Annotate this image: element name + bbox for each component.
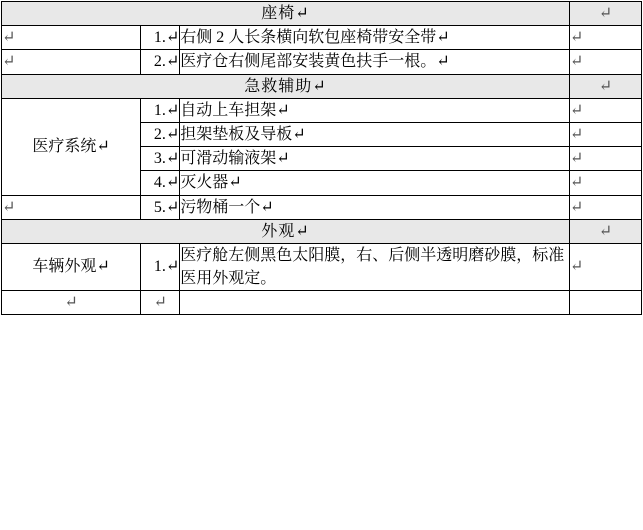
section-header-row-emergency [2, 74, 642, 98]
row-number: 1.↵ [141, 26, 180, 50]
row-number: 2.↵ [141, 50, 180, 74]
row-number: 1.↵ [141, 243, 180, 290]
row-end-mark: ↵ [569, 147, 641, 171]
row-end-mark: ↵ [569, 98, 641, 122]
table-row-footer [2, 291, 642, 315]
section-header-mark-emergency: ↵ [569, 74, 641, 98]
table-row [2, 98, 642, 122]
section-header-mark-appearance: ↵ [569, 219, 641, 243]
row-end-mark: ↵ [569, 26, 641, 50]
section-header-mark-seating: ↵ [569, 2, 641, 26]
table-row [2, 243, 642, 290]
row-end-mark: ↵ [569, 243, 641, 290]
row-end-mark: ↵ [569, 122, 641, 146]
table-row [2, 26, 642, 50]
footer-end-mark [569, 291, 641, 315]
specification-table [1, 1, 642, 315]
footer-label-mark: ↵ [2, 291, 141, 315]
row-number: 4.↵ [141, 171, 180, 195]
section-header-row-seating [2, 2, 642, 26]
row-text: 自动上车担架↵ [180, 98, 570, 122]
row-text: 医疗仓右侧尾部安装黄色扶手一根。↵ [180, 50, 570, 74]
row-number: 1.↵ [141, 98, 180, 122]
row-end-mark: ↵ [569, 195, 641, 219]
section-header-row-appearance [2, 219, 642, 243]
table-row [2, 50, 642, 74]
row-text: 右侧 2 人长条横向软包座椅带安全带↵ [180, 26, 570, 50]
row-label-blank: ↵ [2, 50, 141, 74]
row-number: 2.↵ [141, 122, 180, 146]
footer-number-mark: ↵ [141, 291, 180, 315]
row-text: 污物桶一个↵ [180, 195, 570, 219]
row-label-blank: ↵ [2, 195, 141, 219]
row-number: 3.↵ [141, 147, 180, 171]
group-label-medical-system: 医疗系统↵ [2, 98, 141, 195]
row-end-mark: ↵ [569, 171, 641, 195]
row-text: 可滑动输液架↵ [180, 147, 570, 171]
row-label-blank: ↵ [2, 26, 141, 50]
section-title-emergency: 急救辅助↵ [2, 74, 570, 98]
row-text: 担架垫板及导板↵ [180, 122, 570, 146]
row-number: 5.↵ [141, 195, 180, 219]
row-end-mark: ↵ [569, 50, 641, 74]
row-text: 灭火器↵ [180, 171, 570, 195]
section-title-appearance: 外观↵ [2, 219, 570, 243]
section-title-seating: 座椅↵ [2, 2, 570, 26]
row-text: 医疗舱左侧黑色太阳膜，右、后侧半透明磨砂膜，标准医用外观定。 [180, 243, 570, 290]
table-row [2, 195, 642, 219]
footer-text-mark [180, 291, 570, 315]
group-label-vehicle-appearance: 车辆外观↵ [2, 243, 141, 290]
